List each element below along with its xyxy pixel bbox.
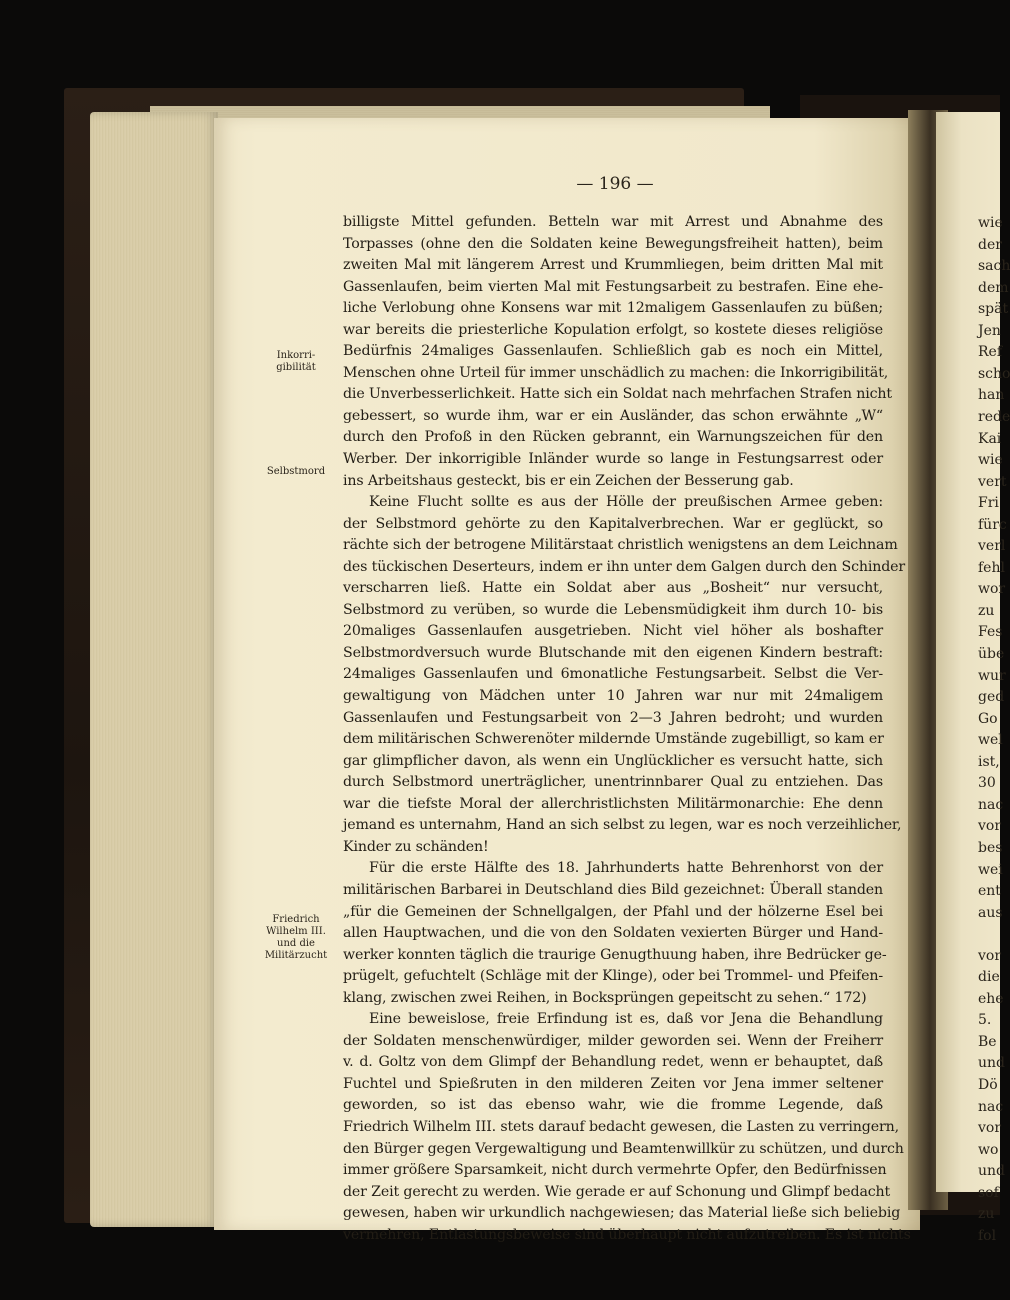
facing-page-fragment: wel (978, 732, 1003, 749)
facing-page-fragment: 30 (978, 775, 996, 792)
text-line: Torpasses (ohne den die Soldaten keine Bewegungsfreiheit hatten), beim (343, 235, 883, 252)
facing-page-fragment: Fri (978, 495, 999, 512)
facing-page (936, 112, 1010, 1244)
facing-page-fragment: wur (978, 667, 1006, 684)
facing-page-fragment: wor (978, 581, 1006, 598)
text-line: 20maliges Gassenlaufen ausgetrieben. Nicht viel höher als boshafter (343, 623, 883, 640)
text-line: Eine beweislose, freie Erfindung ist es, daß vor Jena die Behandlung (369, 1011, 883, 1028)
facing-page-fragment: sof (978, 1184, 999, 1201)
facing-page-fragment: rede (978, 408, 1010, 425)
text-line: vermehren, Entlastungsbeweise sind überhaupt nicht aufzutreiben. Es ist nichts (343, 1226, 911, 1243)
page-stack-top-edge (150, 106, 770, 118)
text-line: ins Arbeitshaus gesteckt, bis er ein Zeichen der Besserung gab. (343, 472, 794, 489)
facing-page-fragment: Dö (978, 1077, 998, 1093)
text-line: allen Hauptwachen, und die von den Soldaten vexierten Bürger und Hand- (343, 925, 883, 942)
text-line: durch den Profoß in den Rücken gebrannt, ein Warnungszeichen für den (343, 429, 883, 446)
text-line: verscharren ließ. Hatte ein Soldat aber aus „Bosheit“ nur versucht, (343, 580, 883, 597)
text-line: Menschen ohne Urteil für immer unschädlich zu machen: die Inkorrigibilität, (343, 364, 889, 381)
facing-page-fragment: wie (978, 452, 1003, 469)
text-line: der Soldaten menschenwürdiger, milder geworden sei. Wenn der Freiherr (343, 1032, 883, 1049)
facing-page-fragment: fol (978, 1227, 997, 1244)
text-line: „für die Gemeinen der Schnellgalgen, der Pfahl und der hölzerne Esel bei (343, 903, 883, 920)
text-line: Für die erste Hälfte des 18. Jahrhunderts hatte Behrenhorst von der (369, 860, 883, 877)
text-line: Fuchtel und Spießruten in den milderen Zeiten vor Jena immer seltener (343, 1075, 883, 1092)
text-line: Friedrich Wilhelm III. stets darauf bedacht gewesen, die Lasten zu verringern, (343, 1118, 899, 1135)
text-line: zweiten Mal mit längerem Arrest und Krummliegen, beim dritten Mal mit (343, 257, 883, 274)
margin-note-line: Selbstmord (266, 466, 326, 477)
facing-page-fragment: Jen (978, 322, 1001, 339)
margin-note-line: Militärzucht (264, 950, 328, 961)
facing-page-fragment: vor (978, 947, 1002, 964)
facing-page-fragment: verl (978, 538, 1006, 555)
text-line: militärischen Barbarei in Deutschland dies Bild gezeichnet: Überall standen (343, 881, 883, 898)
text-line: Gassenlaufen und Festungsarbeit von 2—3 Jahren bedroht; und wurden (343, 709, 883, 726)
facing-page-fragment: Go (978, 710, 998, 727)
facing-page-fragment: 5. (978, 1012, 992, 1029)
facing-page-fragment: aus (978, 904, 1003, 921)
margin-note-line: Wilhelm III. (266, 926, 326, 937)
text-line: Bedürfnis 24maliges Gassenlaufen. Schließlich gab es noch ein Mittel, (343, 343, 883, 360)
facing-page-fragment: wie (978, 215, 1003, 231)
text-line: gar glimpflicher davon, als wenn ein Unglücklicher es versucht hatte, sich (343, 752, 883, 769)
facing-page-fragment: Fes (978, 624, 1003, 641)
text-line: v. d. Goltz von dem Glimpf der Behandlung redet, wenn er behauptet, daß (343, 1054, 883, 1071)
text-line: rächte sich der betrogene Militärstaat christlich wenigstens an dem Leichnam (343, 537, 898, 554)
text-line: den Bürger gegen Vergewaltigung und Beamtenwillkür zu schützen, und durch (343, 1140, 904, 1157)
facing-page-fragment: vert (978, 473, 1007, 490)
facing-page-fragment: bes (978, 839, 1003, 856)
facing-page-fragment: vor (978, 1120, 1002, 1137)
facing-page-fragment: Ref (978, 344, 1003, 361)
facing-page-fragment: scho (978, 365, 1010, 382)
text-line: gewesen, haben wir urkundlich nachgewiesen; das Material ließe sich beliebig (343, 1205, 901, 1222)
text-line: gebessert, so wurde ihm, war er ein Ausländer, das schon erwähnte „W“ (343, 407, 883, 424)
text-line: Selbstmord zu verüben, so wurde die Lebensmüdigkeit ihm durch 10- bis (343, 601, 883, 618)
text-line: geworden, so ist das ebenso wahr, wie die fromme Legende, daß (343, 1097, 883, 1114)
text-line: war die tiefste Moral der allerchristlichsten Militärmonarchie: Ehe denn (343, 795, 883, 812)
facing-page-fragment: zu (978, 1206, 995, 1223)
facing-page-fragment: wei (978, 861, 1003, 878)
margin-note-line: gibilität (276, 362, 316, 373)
facing-page-fragment (978, 923, 1008, 945)
margin-note-line: Inkorri- (276, 350, 316, 361)
facing-page-fragment: übe (978, 646, 1005, 662)
text-line: prügelt, gefuchtelt (Schläge mit der Klinge), oder bei Trommel- und Pfeifen- (343, 968, 883, 985)
facing-page-fragment: sach (978, 258, 1010, 275)
facing-page-fragment: fehl (978, 559, 1005, 576)
text-line: war bereits die priesterliche Kopulation erfolgt, so kostete dieses religiöse (343, 321, 883, 338)
facing-page-fragment: ent (978, 883, 1001, 900)
text-line: die Unverbesserlichkeit. Hatte sich ein Soldat nach mehrfachen Strafen nicht (343, 386, 892, 403)
text-line: 24maliges Gassenlaufen und 6monatliche Festungsarbeit. Selbst die Ver- (343, 666, 883, 683)
text-line: werker konnten täglich die traurige Genugthuung haben, ihre Bedrücker ge- (343, 946, 887, 963)
facing-page-fragment: ged (978, 689, 1005, 706)
facing-page-fragment: spät (978, 301, 1009, 318)
facing-page-fragment: nac (978, 796, 1004, 813)
facing-page-fragment: dem (978, 279, 1009, 296)
facing-page-fragment: ehe (978, 990, 1004, 1007)
text-line: Werber. Der inkorrigible Inländer wurde so lange in Festungsarrest oder (343, 451, 883, 468)
text-line: des tückischen Deserteurs, indem er ihn unter dem Galgen durch den Schinder (343, 558, 906, 575)
margin-note-line: und die (277, 938, 315, 949)
text-line: immer größere Sparsamkeit, nicht durch vermehrte Opfer, den Bedürfnissen (343, 1162, 887, 1179)
facing-page-fragment: ist, (978, 753, 1000, 770)
facing-page-fragment: Kai (978, 430, 1002, 447)
text-line: jemand es unternahm, Hand an sich selbst zu legen, war es noch verzeihlicher, (343, 817, 902, 834)
text-line: liche Verlobung ohne Konsens war mit 12maligem Gassenlaufen zu büßen; (343, 300, 883, 317)
facing-page-fragment: Be (978, 1033, 997, 1050)
text-line: gewaltigung von Mädchen unter 10 Jahren war nur mit 24maligem (343, 688, 883, 705)
text-line: Keine Flucht sollte es aus der Hölle der preußischen Armee geben: (369, 494, 883, 511)
body-text (343, 212, 911, 1246)
page-number: — 196 — (576, 174, 654, 194)
text-line: klang, zwischen zwei Reihen, in Bocksprüngen gepeitscht zu sehen.“ 172) (343, 989, 867, 1006)
facing-page-fragment: die (978, 969, 1000, 986)
text-line: billigste Mittel gefunden. Betteln war mit Arrest und Abnahme des (343, 214, 883, 230)
text-line: Kinder zu schänden! (343, 838, 489, 855)
facing-page-fragment: und (978, 1163, 1005, 1180)
page-stack-fore-edge (90, 112, 218, 1227)
facing-page-fragment: wo (978, 1141, 999, 1158)
text-line: Selbstmordversuch wurde Blutschande mit den eigenen Kindern bestraft: (343, 644, 883, 661)
facing-page-fragment: vor (978, 818, 1002, 835)
margin-note-line: Friedrich (272, 914, 320, 925)
facing-page-fragment: fürc (978, 516, 1007, 533)
facing-page-fragment: und (978, 1055, 1005, 1072)
text-line: Gassenlaufen, beim vierten Mal mit Festungsarbeit zu bestrafen. Eine ehe- (343, 278, 883, 295)
text-line: der Zeit gerecht zu werden. Wie gerade er auf Schonung und Glimpf bedacht (343, 1183, 891, 1200)
margin-note-selbstmord (255, 466, 337, 478)
text-line: durch Selbstmord unerträglicher, unentrinnbarer Qual zu entziehen. Das (343, 774, 883, 791)
text-line: der Selbstmord gehörte zu den Kapitalverbrechen. War er geglückt, so (343, 515, 883, 532)
margin-note-friedrich-wilhelm (255, 914, 337, 962)
margin-note-inkorrigibilitaet (255, 350, 337, 374)
text-line: dem militärischen Schwerenöter mildernde Umstände zugebilligt, so kam er (343, 731, 884, 748)
facing-page-fragment: zu (978, 602, 995, 619)
facing-page-fragment: nac (978, 1098, 1004, 1115)
facing-page-fragment: der (978, 236, 1002, 253)
facing-page-fragment: han (978, 387, 1005, 404)
